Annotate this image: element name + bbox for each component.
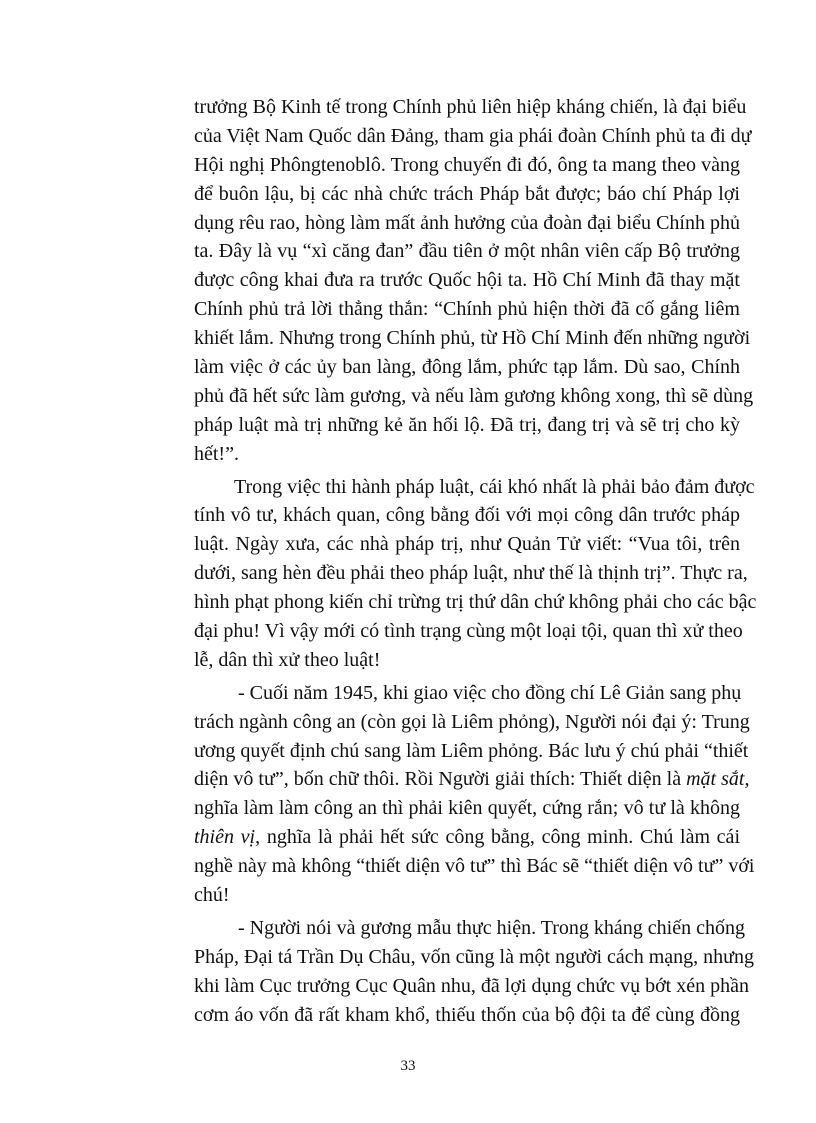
- emphasis-text: thiên vị: [194, 826, 256, 849]
- text-line: pháp luật mà trị những kẻ ăn hối lộ. Đã trị, đang trị và sẽ trị cho kỳ: [194, 413, 740, 436]
- text-line: trách ngành công an (còn gọi là Liêm phỏng), Người nói đại ý: Trung: [194, 710, 750, 733]
- text-line: trưởng Bộ Kinh tế trong Chính phủ liên hiệp kháng chiến, là đại biểu: [194, 96, 747, 118]
- text-line: - Người nói và gương mẫu thực hiện. Trong kháng chiến chống: [238, 916, 745, 939]
- text-line: Chính phủ trả lời thẳng thắn: “Chính phủ hiện thời đã cố gắng liêm: [194, 298, 740, 321]
- text-line: ương quyết định chú sang làm Liêm phỏng. Bác lưu ý chú phải “thiết: [194, 739, 749, 762]
- emphasis-text: mặt sắt,: [686, 768, 750, 791]
- text-line: Trong việc thi hành pháp luật, cái khó nhất là phải bảo đảm được: [234, 475, 755, 498]
- text-line: đại phu! Vì vậy mới có tình trạng cùng một loại tội, quan thì xử theo: [194, 620, 743, 643]
- page-number: 33: [400, 1058, 416, 1074]
- text-line: - Cuối năm 1945, khi giao việc cho đồng chí Lê Giản sang phụ: [238, 681, 742, 704]
- text-line: hình phạt phong kiến chỉ trừng trị thứ dân chứ không phải cho các bậc: [194, 591, 757, 614]
- text-line: khi làm Cục trưởng Cục Quân nhu, đã lợi dụng chức vụ bớt xén phần: [194, 974, 749, 997]
- text-line: [194, 823, 740, 852]
- text-segment: , nghĩa là phải hết sức công bằng, công minh. Chú làm cái: [255, 826, 740, 849]
- text-line: [194, 765, 750, 794]
- text-segment: diện vô tư”, bốn chữ thôi. Rồi Người giải thích: Thiết diện là: [194, 768, 687, 791]
- text-line: cơm áo vốn đã rất kham khổ, thiếu thốn của bộ đội ta để cùng đồng: [194, 1003, 740, 1026]
- text-line: Hội nghị Phôngtenoblô. Trong chuyến đi đó, ông ta mang theo vàng: [194, 153, 740, 176]
- text-line: nghề này mà không “thiết diện vô tư” thì Bác sẽ “thiết diện vô tư” với: [194, 855, 755, 878]
- text-line: chú!: [194, 884, 230, 907]
- paragraph-3: [194, 679, 755, 910]
- text-line: dưới, sang hèn đều phải theo pháp luật, như thế là thịnh trị”. Thực ra,: [194, 562, 748, 585]
- body-text: [194, 93, 757, 1034]
- text-line: của Việt Nam Quốc dân Đảng, tham gia phái đoàn Chính phủ ta đi dự: [194, 124, 752, 147]
- text-line: nghĩa làm làm công an thì phải kiên quyết, cứng rắn; vô tư là không: [194, 797, 740, 820]
- text-line: lễ, dân thì xử theo luật!: [194, 648, 381, 671]
- paragraph-2: [194, 473, 757, 675]
- text-line: để buôn lậu, bị các nhà chức trách Pháp bắt được; báo chí Pháp lợi: [194, 182, 740, 205]
- text-line: khiết lắm. Nhưng trong Chính phủ, từ Hồ Chí Minh đến những người: [194, 327, 751, 350]
- text-line: ta. Đây là vụ “xì căng đan” đầu tiên ở một nhân viên cấp Bộ trưởng: [194, 240, 740, 263]
- text-line: dụng rêu rao, hòng làm mất ảnh hưởng của đoàn đại biểu Chính phủ: [194, 211, 740, 234]
- text-line: phủ đã hết sức làm gương, và nếu làm gương không xong, thì sẽ dùng: [194, 384, 754, 407]
- text-line: luật. Ngày xưa, các nhà pháp trị, như Quản Tử viết: “Vua tôi, trên: [194, 533, 740, 556]
- text-line: hết!”.: [194, 442, 239, 465]
- paragraph-4: [194, 914, 754, 1030]
- text-line: làm việc ở các ủy ban làng, đông lắm, phức tạp lắm. Dù sao, Chính: [194, 356, 740, 379]
- text-line: Pháp, Đại tá Trần Dụ Châu, vốn cũng là một người cách mạng, nhưng: [194, 945, 754, 968]
- text-line: được công khai đưa ra trước Quốc hội ta. Hồ Chí Minh đã thay mặt: [194, 269, 740, 292]
- paragraph-1: [194, 93, 754, 469]
- text-line: tính vô tư, khách quan, công bằng đối với mọi công dân trước pháp: [194, 504, 740, 527]
